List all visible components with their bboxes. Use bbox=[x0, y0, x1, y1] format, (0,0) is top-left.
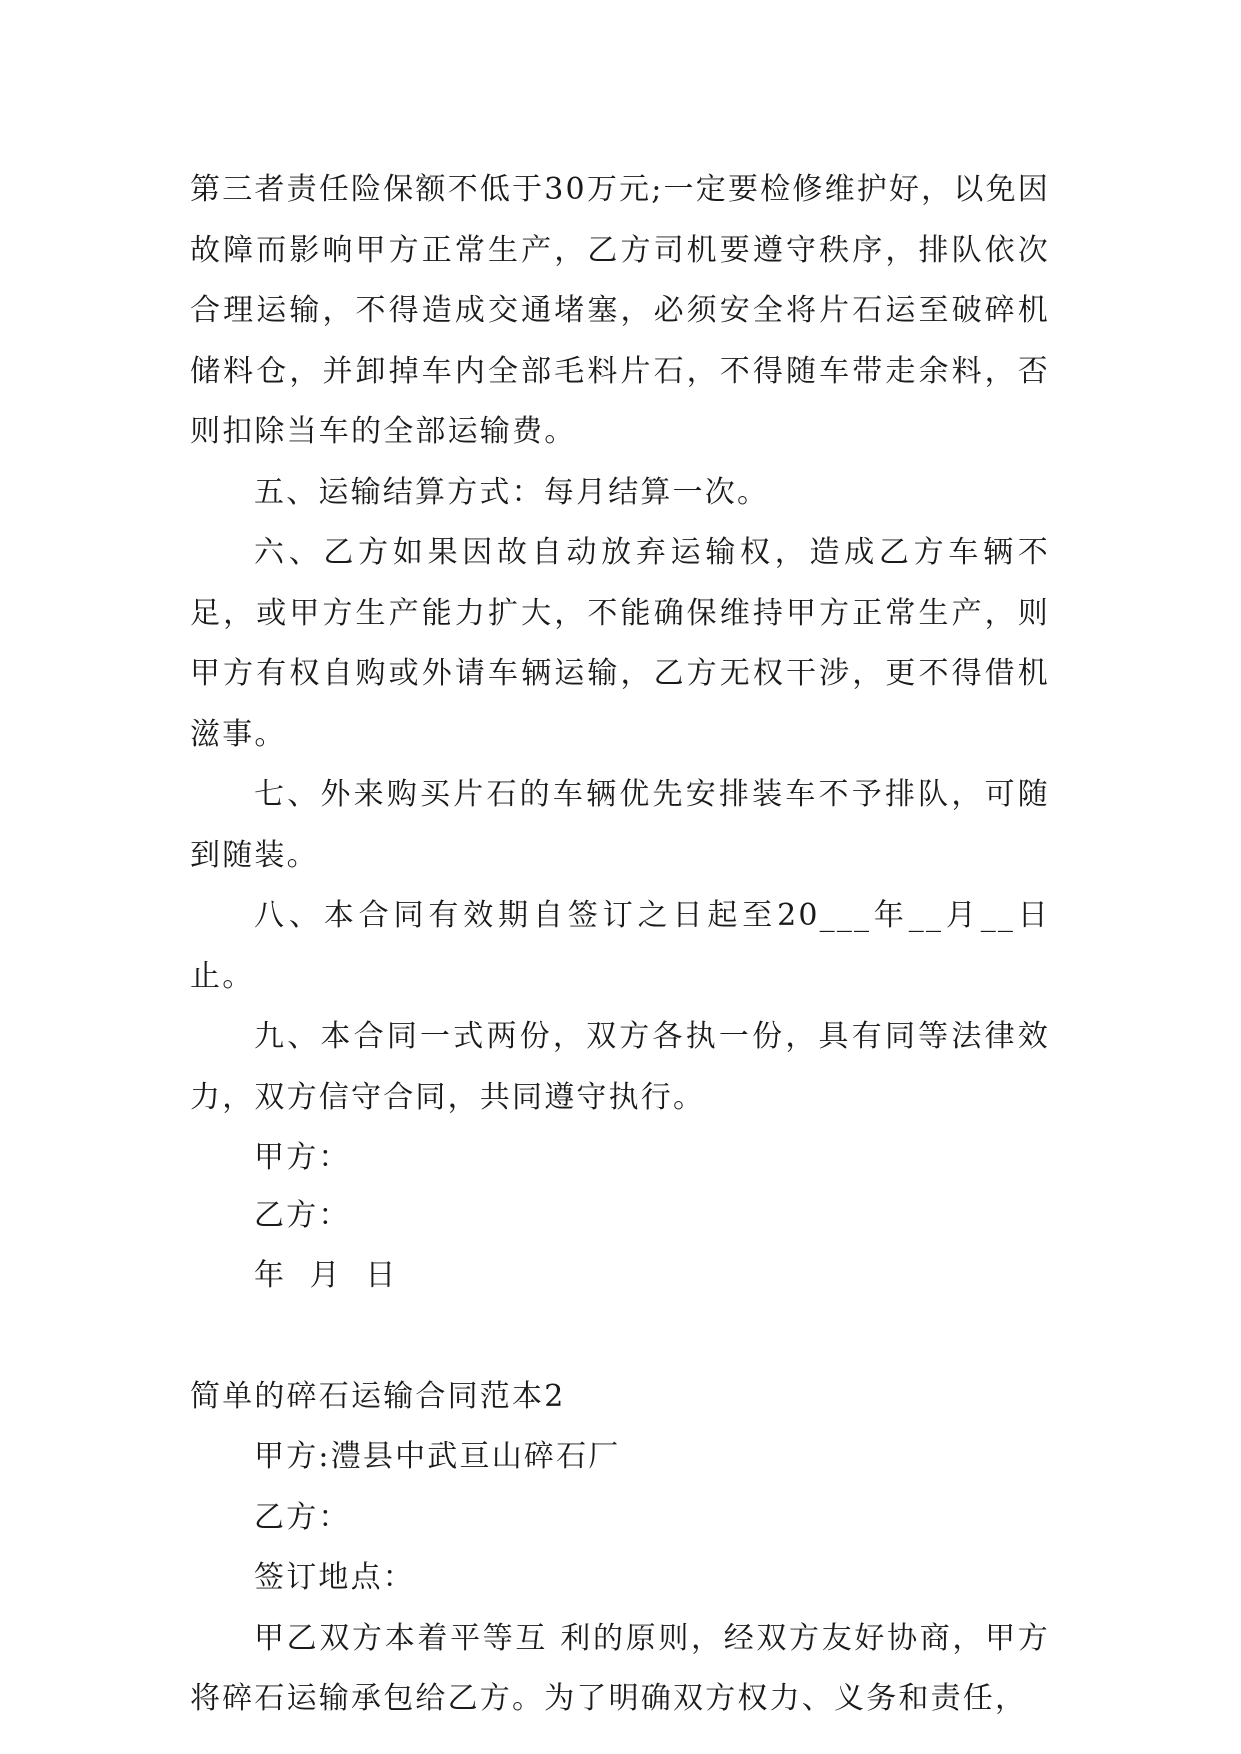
section2-party-b: 乙方： bbox=[254, 1499, 351, 1535]
paragraph-clause-7: 七、外来购买片石的车辆优先安排装车不予排队，可随到随装。 bbox=[190, 777, 1050, 873]
paragraph-clause-8: 八、本合同有效期自签订之日起至20___年__月__日止。 bbox=[190, 898, 1050, 994]
section-gap bbox=[190, 1307, 1050, 1367]
signature-party-b: 乙方： bbox=[254, 1197, 351, 1233]
paragraph-clause-6: 六、乙方如果因故自动放弃运输权，造成乙方车辆不足，或甲方生产能力扩大，不能确保维持甲方正常生产，则甲方有权自购或外请车辆运输，乙方无权干涉，更不得借机滋事。 bbox=[190, 535, 1050, 752]
signature-date: 年 月 日 bbox=[254, 1258, 398, 1293]
paragraph-clause-9: 九、本合同一式两份，双方各执一份，具有同等法律效力，双方信守合同，共同遵守执行。 bbox=[190, 1019, 1050, 1115]
paragraph-continuation: 第三者责任险保额不低于30万元;一定要检修维护好，以免因故障而影响甲方正常生产，乙方司机要遵守秩序，排队依次合理运输，不得造成交通堵塞，必须安全将片石运至破碎机储料仓，并卸掉车内全部毛料片石，不得随车带走余料，否则扣除当车的全部运输费。 bbox=[190, 172, 1050, 449]
section-title: 简单的碎石运输合同范本2 bbox=[190, 1378, 566, 1414]
section2-signing-place: 签订地点： bbox=[254, 1560, 415, 1595]
paragraph-clause-5: 五、运输结算方式：每月结算一次。 bbox=[254, 474, 770, 510]
section2-intro-paragraph: 甲乙双方本着平等互 利的原则，经双方友好协商，甲方将碎石运输承包给乙方。为了明确双方权力、义务和责任， bbox=[190, 1620, 1050, 1716]
section2-party-a: 甲方:澧县中武亘山碎石厂 bbox=[254, 1439, 621, 1474]
signature-party-a: 甲方： bbox=[254, 1140, 351, 1175]
document-body bbox=[190, 160, 1050, 1730]
